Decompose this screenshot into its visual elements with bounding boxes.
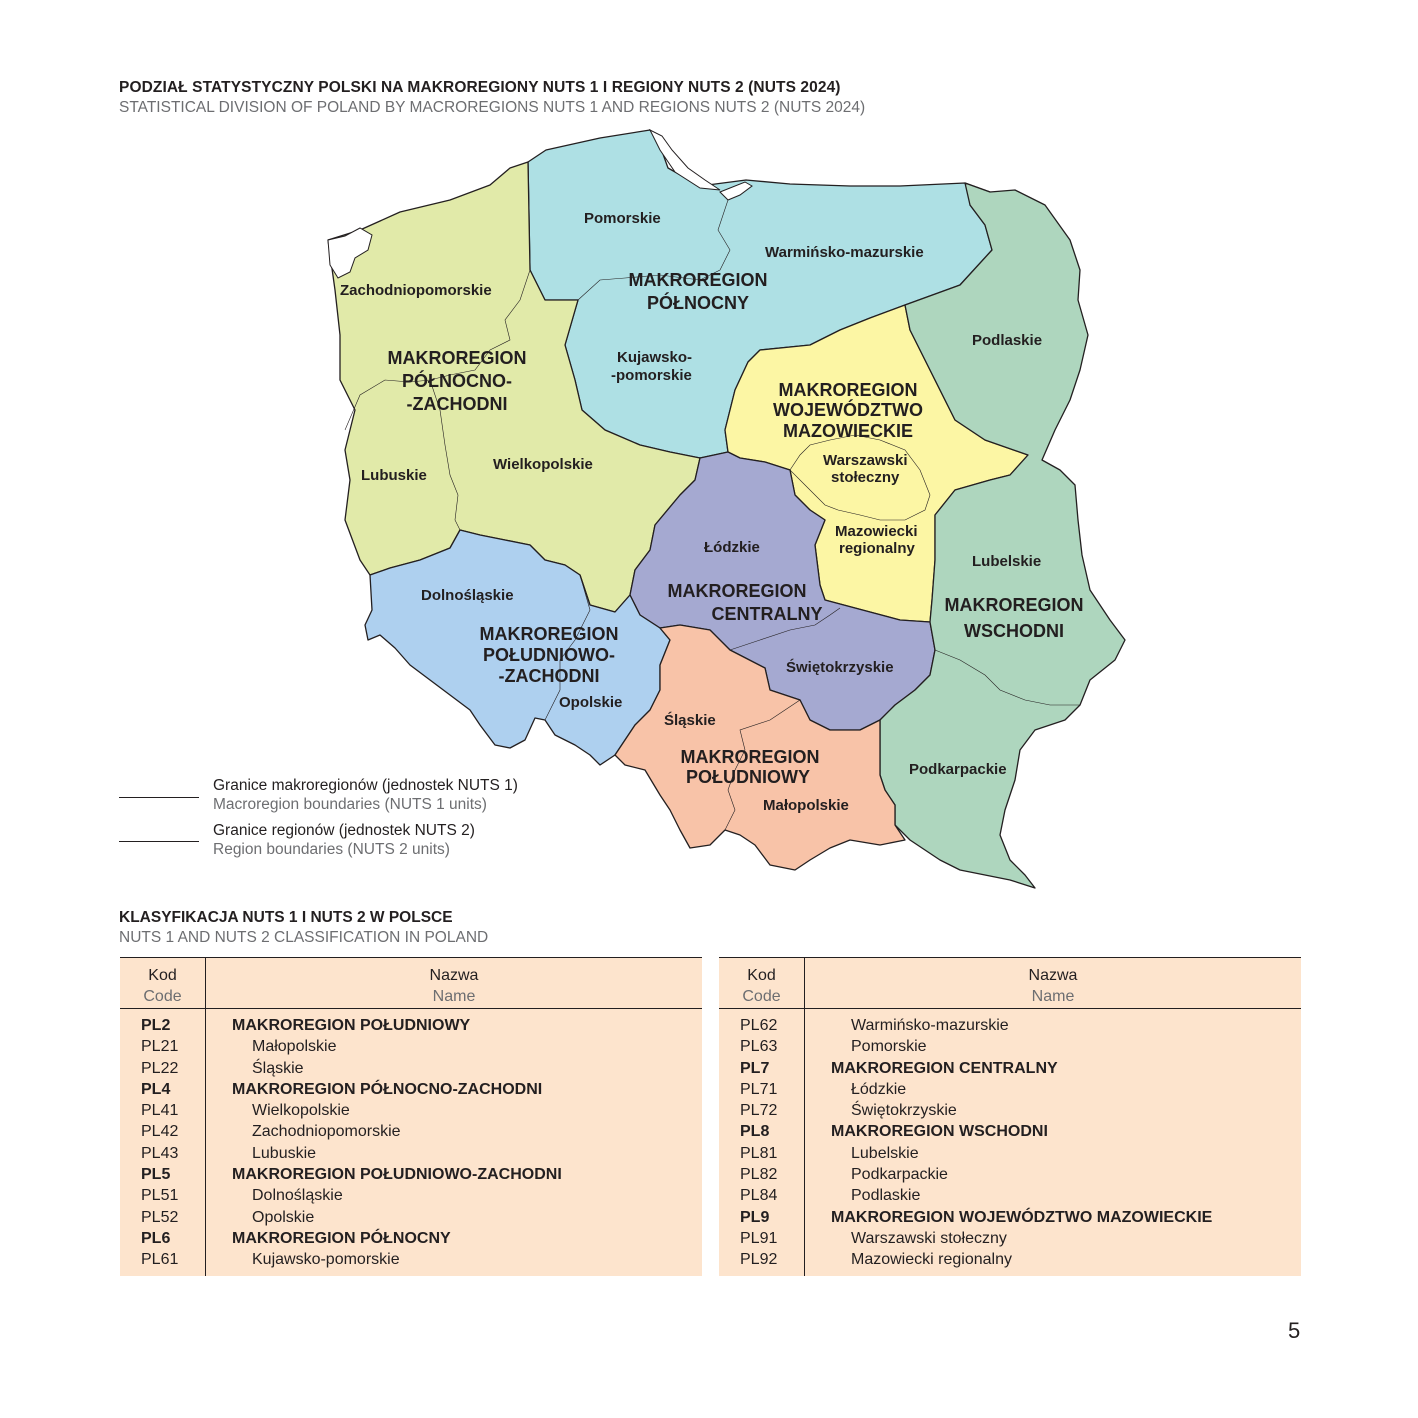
legend-region-en: Region boundaries (NUTS 2 units) — [213, 841, 450, 858]
table-row — [120, 1185, 702, 1206]
table-row — [719, 1036, 1301, 1057]
macro-wschodni-2: WSCHODNI — [964, 621, 1064, 641]
label-podlaskie: Podlaskie — [972, 332, 1043, 349]
table-header — [719, 958, 1301, 1009]
label-dolnoslaskie: Dolnośląskie — [421, 587, 514, 604]
label-kujawsko-pomorskie-2: -pomorskie — [611, 367, 692, 384]
nuts-name: Podkarpackie — [851, 1166, 948, 1184]
nuts-name: Warmińsko-mazurskie — [851, 1017, 1009, 1034]
macro-pz-1: MAKROREGION — [387, 348, 527, 368]
nuts-code: PL42 — [141, 1123, 179, 1141]
nuts-code: PL91 — [740, 1229, 778, 1247]
table-rows-left — [120, 1015, 702, 1271]
table-row — [120, 1143, 702, 1164]
legend-macro-line — [119, 797, 199, 798]
header-name-pl: Nazwa — [1028, 967, 1078, 984]
classification-table-right — [719, 957, 1301, 1276]
table-row — [719, 1185, 1301, 1206]
table-row — [719, 1079, 1301, 1100]
label-malopolskie: Małopolskie — [763, 797, 849, 814]
nuts-code: PL61 — [141, 1251, 179, 1269]
macro-poludniowy-2: POŁUDNIOWY — [686, 767, 810, 787]
nuts-name: MAKROREGION PÓŁNOCNO-ZACHODNI — [232, 1080, 543, 1098]
header-name-en: Name — [1031, 988, 1075, 1005]
nuts-code: PL4 — [141, 1080, 171, 1098]
nuts-code: PL6 — [141, 1229, 171, 1247]
macro-polnocny-1: MAKROREGION — [628, 270, 768, 290]
nuts-code: PL51 — [141, 1187, 179, 1205]
table-row — [719, 1249, 1301, 1270]
nuts-code: PL43 — [141, 1144, 179, 1162]
table-row — [120, 1036, 702, 1057]
label-pomorskie: Pomorskie — [584, 210, 661, 227]
nuts-name: Śląskie — [252, 1059, 304, 1077]
nuts-name: Kujawsko-pomorskie — [252, 1251, 400, 1269]
label-swietokrzyskie: Świętokrzyskie — [786, 659, 894, 676]
label-warszawski-2: stołeczny — [831, 469, 900, 486]
nuts-name: Lubuskie — [252, 1144, 317, 1162]
classification-title-en: NUTS 1 AND NUTS 2 CLASSIFICATION IN POLAND — [119, 929, 489, 946]
label-slaskie: Śląskie — [664, 712, 716, 729]
nuts-code: PL84 — [740, 1187, 778, 1205]
label-zachodniopomorskie: Zachodniopomorskie — [340, 282, 492, 299]
macro-maz-2: WOJEWÓDZTWO — [773, 400, 923, 420]
header-code-en: Code — [143, 988, 182, 1005]
table-row — [719, 1100, 1301, 1121]
table-row — [120, 1100, 702, 1121]
table-row — [719, 1143, 1301, 1164]
nuts-name: MAKROREGION POŁUDNIOWY — [232, 1017, 471, 1034]
legend-region-pl: Granice regionów (jednostek NUTS 2) — [213, 822, 475, 839]
nuts-code: PL9 — [740, 1208, 770, 1226]
nuts-name: Podlaskie — [851, 1187, 921, 1205]
label-warminsko-mazurskie: Warmińsko-mazurskie — [765, 244, 924, 261]
nuts-code: PL5 — [141, 1166, 171, 1184]
table-row — [120, 1079, 702, 1100]
macro-pz-2: PÓŁNOCNO- — [402, 371, 512, 391]
label-mazowiecki-2: regionalny — [839, 540, 915, 557]
nuts-name: Opolskie — [252, 1208, 315, 1226]
nuts-code: PL22 — [141, 1059, 179, 1077]
page-number: 5 — [1288, 1318, 1301, 1343]
nuts-name: MAKROREGION CENTRALNY — [831, 1059, 1058, 1077]
header-code-pl: Kod — [148, 967, 177, 984]
nuts-name: Zachodniopomorskie — [252, 1123, 401, 1141]
label-opolskie: Opolskie — [559, 694, 623, 711]
table-header — [120, 958, 702, 1009]
macro-poludniowy-1: MAKROREGION — [680, 747, 820, 767]
label-podkarpackie: Podkarpackie — [909, 761, 1007, 778]
table-row — [719, 1164, 1301, 1185]
macro-psz-3: -ZACHODNI — [498, 666, 600, 686]
nuts-code: PL62 — [740, 1017, 778, 1034]
header-code-pl: Kod — [747, 967, 776, 984]
table-row — [120, 1228, 702, 1249]
table-row — [719, 1228, 1301, 1249]
nuts-name: Łódzkie — [851, 1080, 907, 1098]
table-row — [719, 1015, 1301, 1036]
map-title-en: STATISTICAL DIVISION OF POLAND BY MACROREGIONS NUTS 1 AND REGIONS NUTS 2 (NUTS 2024) — [119, 99, 866, 116]
nuts-code: PL71 — [740, 1080, 778, 1098]
nuts-code: PL63 — [740, 1038, 778, 1056]
macro-pz-3: -ZACHODNI — [406, 394, 508, 414]
nuts-name: Warszawski stołeczny — [851, 1229, 1007, 1247]
nuts-name: MAKROREGION WOJEWÓDZTWO MAZOWIECKIE — [831, 1208, 1213, 1226]
table-row — [719, 1207, 1301, 1228]
classification-title-pl: KLASYFIKACJA NUTS 1 I NUTS 2 W POLSCE — [119, 909, 453, 926]
label-kujawsko-pomorskie-1: Kujawsko- — [617, 349, 693, 366]
nuts-code: PL8 — [740, 1123, 770, 1141]
map-title-pl: PODZIAŁ STATYSTYCZNY POLSKI NA MAKROREGIONY NUTS 1 I REGIONY NUTS 2 (NUTS 2024) — [119, 79, 841, 96]
nuts-name: MAKROREGION PÓŁNOCNY — [232, 1229, 451, 1247]
nuts-code: PL2 — [141, 1017, 171, 1034]
label-mazowiecki-1: Mazowiecki — [835, 523, 918, 540]
nuts-code: PL82 — [740, 1166, 778, 1184]
nuts-code: PL52 — [141, 1208, 179, 1226]
table-row — [719, 1121, 1301, 1142]
nuts-name: Małopolskie — [252, 1038, 337, 1056]
table-row — [120, 1249, 702, 1270]
macro-maz-1: MAKROREGION — [778, 380, 918, 400]
macro-wschodni-1: MAKROREGION — [944, 595, 1084, 615]
legend-macro-en: Macroregion boundaries (NUTS 1 units) — [213, 796, 487, 813]
label-warszawski-1: Warszawski — [823, 452, 908, 469]
nuts-code: PL41 — [141, 1102, 179, 1120]
label-lodzkie: Łódzkie — [704, 539, 760, 556]
table-row — [120, 1207, 702, 1228]
nuts-code: PL92 — [740, 1251, 778, 1269]
table-row — [719, 1058, 1301, 1079]
nuts-code: PL21 — [141, 1038, 179, 1056]
macro-centralny-1: MAKROREGION — [667, 581, 807, 601]
label-lubelskie: Lubelskie — [972, 553, 1042, 570]
nuts-name: MAKROREGION WSCHODNI — [831, 1123, 1048, 1141]
table-row — [120, 1058, 702, 1079]
macro-psz-2: POŁUDNIOWO- — [483, 645, 615, 665]
label-wielkopolskie: Wielkopolskie — [493, 456, 593, 473]
macro-psz-1: MAKROREGION — [479, 624, 619, 644]
table-row — [120, 1121, 702, 1142]
table-row — [120, 1164, 702, 1185]
classification-table-left — [120, 957, 702, 1276]
nuts-code: PL7 — [740, 1059, 770, 1077]
legend-region-line — [119, 841, 199, 842]
label-lubuskie: Lubuskie — [361, 467, 427, 484]
nuts-name: Świętokrzyskie — [851, 1102, 957, 1120]
legend-macro-pl: Granice makroregionów (jednostek NUTS 1) — [213, 777, 518, 794]
nuts-name: Lubelskie — [851, 1144, 919, 1162]
nuts-name: MAKROREGION POŁUDNIOWO-ZACHODNI — [232, 1166, 562, 1184]
header-name-pl: Nazwa — [429, 967, 479, 984]
nuts-code: PL72 — [740, 1102, 778, 1120]
table-row — [120, 1015, 702, 1036]
nuts-name: Pomorskie — [851, 1038, 927, 1056]
macro-maz-3: MAZOWIECKIE — [783, 421, 913, 441]
nuts-code: PL81 — [740, 1144, 778, 1162]
macro-centralny-2: CENTRALNY — [711, 604, 823, 624]
nuts-name: Wielkopolskie — [252, 1102, 350, 1120]
table-rows-right — [719, 1015, 1301, 1271]
nuts-name: Dolnośląskie — [252, 1187, 343, 1205]
header-code-en: Code — [742, 988, 781, 1005]
header-name-en: Name — [432, 988, 476, 1005]
nuts-name: Mazowiecki regionalny — [851, 1251, 1012, 1269]
macro-polnocny-2: PÓŁNOCNY — [646, 293, 750, 313]
